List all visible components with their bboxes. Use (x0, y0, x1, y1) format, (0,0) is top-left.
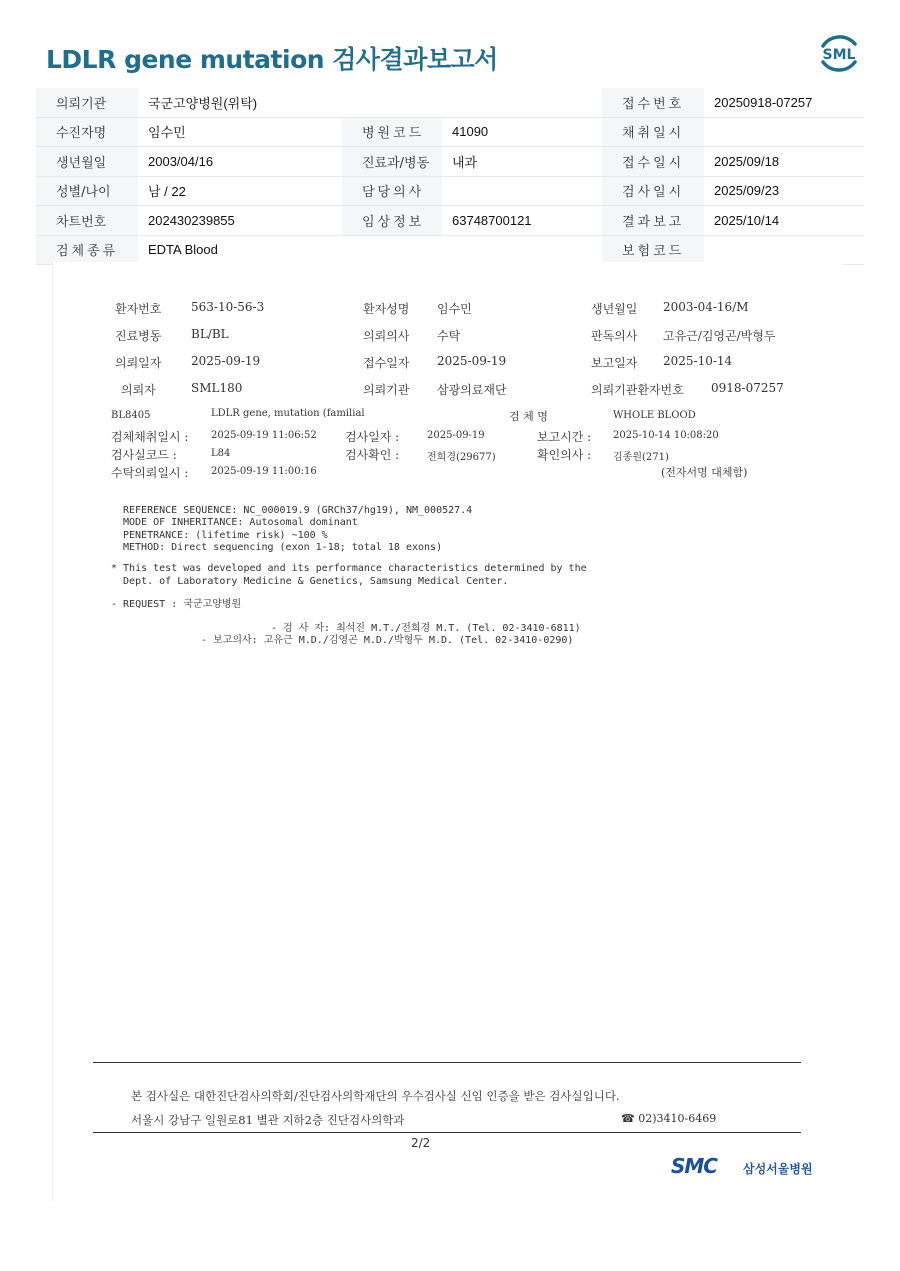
scan-detail-value: 2025-09-19 11:06:52 (211, 430, 317, 441)
scan-patient-label: 진료병동 (115, 329, 162, 343)
info-value: 63748700121 (442, 206, 602, 236)
info-row (36, 117, 864, 147)
info-value: 41090 (442, 117, 602, 147)
scan-detail-label: 검사일자 : (345, 430, 400, 444)
info-row (36, 88, 864, 117)
scan-patient-value: 0918-07257 (711, 381, 784, 395)
scan-detail-value: 전희경(29677) (427, 452, 496, 463)
method-line: MODE OF INHERITANCE: Autosomal dominant (123, 517, 358, 529)
scan-patient-label: 의뢰기관환자번호 (591, 383, 684, 397)
request-line: - REQUEST : 국군고양병원 (111, 599, 242, 610)
scan-detail-label: 검사실코드 : (111, 448, 177, 462)
info-value: 20250918-07257 (704, 88, 864, 117)
scan-patient-label: 환자번호 (115, 302, 162, 316)
scan-patient-label: 접수일자 (363, 356, 410, 370)
reporter-line: - 보고의사: 고유근 M.D./김영곤 M.D./박형두 M.D. (Tel. 02-3410-0290) (201, 635, 574, 646)
footer-rule-bottom (93, 1132, 801, 1133)
info-label: 차트번호 (36, 206, 138, 236)
info-label: 접수일시 (602, 147, 704, 177)
info-value: 국군고양병원(위탁) (138, 88, 602, 117)
method-line: PENETRANCE: (lifetime risk) ~100 % (123, 529, 328, 541)
scan-detail-label: 검사확인 : (345, 448, 400, 462)
scan-detail-value: 2025-09-19 (427, 430, 485, 441)
info-row (36, 235, 864, 265)
scan-patient-label: 의뢰기관 (363, 383, 410, 397)
lab-address: 서울시 강남구 일원로81 별관 지하2층 진단검사의학과 (131, 1113, 405, 1127)
scan-patient-value: BL/BL (191, 327, 229, 341)
test-code: BL8405 (111, 410, 151, 421)
info-label: 채취일시 (602, 117, 704, 147)
scan-detail-value: 2025-09-19 11:00:16 (211, 466, 317, 477)
scanned-report (52, 262, 843, 1202)
sml-logo (815, 30, 863, 76)
method-line: REFERENCE SEQUENCE: NC_000019.9 (GRCh37/hg19), NM_000527.4 (123, 505, 473, 516)
scan-patient-label: 생년월일 (591, 302, 638, 316)
info-value: 2003/04/16 (138, 147, 342, 177)
info-label: 접수번호 (602, 88, 704, 117)
scan-patient-label: 보고일자 (591, 356, 638, 370)
page-number: 2/2 (411, 1136, 431, 1150)
scan-detail-label: 확인의사 : (537, 448, 592, 462)
scan-patient-value: 삼광의료재단 (437, 383, 507, 397)
info-label: 의뢰기관 (36, 88, 138, 117)
scan-patient-value: 2025-09-19 (191, 354, 261, 368)
disclaimer-line: * This test was developed and its performance characteristics determined by the (111, 563, 587, 574)
scan-patient-value: 2025-10-14 (663, 354, 733, 368)
method-line: METHOD: Direct sequencing (exon 1-18; total 18 exons) (123, 541, 443, 553)
scan-patient-value: 고유근/김영곤/박형두 (663, 329, 776, 343)
scan-patient-value: 2003-04-16/M (663, 300, 749, 314)
info-value (704, 117, 864, 147)
scan-patient-value: SML180 (191, 381, 243, 395)
scan-detail-value: 2025-10-14 10:08:20 (613, 430, 719, 441)
info-label: 보험코드 (602, 235, 704, 265)
logo-text: SML (822, 47, 856, 63)
info-value: 임수민 (138, 117, 342, 147)
hospital-name: 삼성서울병원 (743, 1162, 813, 1176)
specimen-label: 검 체 명 (509, 410, 548, 423)
info-label: 진료과/병동 (342, 147, 442, 177)
info-row (36, 206, 864, 236)
scan-patient-value: 2025-09-19 (437, 354, 507, 368)
info-value: EDTA Blood (138, 235, 602, 265)
examiner-line: - 검 사 자: 최석진 M.T./전희경 M.T. (Tel. 02-3410-6811) (271, 623, 581, 634)
scan-patient-label: 환자성명 (363, 302, 410, 316)
info-value (704, 235, 864, 265)
certification-text: 본 검사실은 대한진단검사의학회/진단검사의학재단의 우수검사실 신임 인증을 받은 검사실입니다. (131, 1089, 620, 1103)
electronic-signature-note: (전자서명 대체함) (661, 466, 748, 479)
specimen-value: WHOLE BLOOD (613, 410, 696, 421)
info-value (442, 176, 602, 206)
scan-patient-label: 판독의사 (591, 329, 638, 343)
scan-detail-value: 김종원(271) (613, 452, 669, 463)
smc-logo: SMC (671, 1154, 717, 1178)
scan-detail-value: L84 (211, 448, 231, 459)
report-title: LDLR gene mutation 검사결과보고서 (46, 45, 498, 74)
scan-patient-label: 의뢰의사 (363, 329, 410, 343)
info-label: 검사일시 (602, 176, 704, 206)
test-name: LDLR gene, mutation (familial (211, 408, 365, 419)
info-value: 남 / 22 (138, 176, 342, 206)
info-label: 병원코드 (342, 117, 442, 147)
patient-info-table (36, 88, 864, 265)
info-row (36, 176, 864, 206)
scan-detail-label: 수탁의뢰일시 : (111, 466, 189, 480)
scan-patient-value: 수탁 (437, 329, 461, 343)
info-label: 임상정보 (342, 206, 442, 236)
scan-detail-label: 보고시간 : (537, 430, 592, 444)
info-value: 202430239855 (138, 206, 342, 236)
info-value: 2025/09/23 (704, 176, 864, 206)
info-label: 성별/나이 (36, 176, 138, 206)
info-label: 담당의사 (342, 176, 442, 206)
scan-patient-value: 563-10-56-3 (191, 300, 265, 314)
info-value: 2025/10/14 (704, 206, 864, 236)
disclaimer-line: Dept. of Laboratory Medicine & Genetics, Samsung Medical Center. (111, 575, 509, 587)
scan-patient-value: 임수민 (437, 302, 472, 316)
info-row (36, 147, 864, 177)
info-label: 결과보고 (602, 206, 704, 236)
info-value: 2025/09/18 (704, 147, 864, 177)
scan-detail-label: 검체채취일시 : (111, 430, 189, 444)
info-label: 생년월일 (36, 147, 138, 177)
scan-patient-label: 의뢰일자 (115, 356, 162, 370)
info-value: 내과 (442, 147, 602, 177)
info-label: 검체종류 (36, 235, 138, 265)
scan-patient-label: 의뢰자 (121, 383, 156, 397)
info-label: 수진자명 (36, 117, 138, 147)
footer-rule-top (93, 1062, 801, 1063)
lab-phone: ☎ 02)3410-6469 (621, 1112, 717, 1125)
